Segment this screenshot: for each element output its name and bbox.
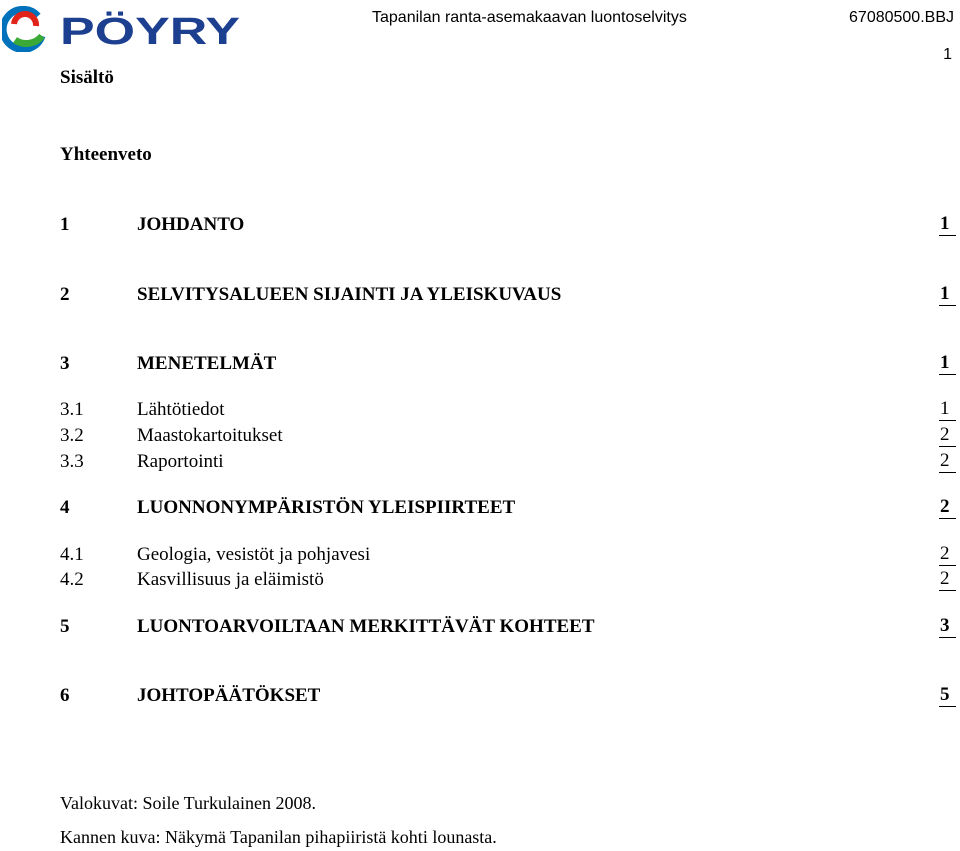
toc-entry[interactable] (60, 352, 956, 376)
toc-entry-number: 2 (60, 284, 70, 305)
toc-entry-title: Raportointi (137, 451, 224, 472)
toc-entry[interactable] (60, 450, 956, 474)
toc-entry-title: JOHDANTO (137, 214, 245, 235)
toc-entry-page-link[interactable]: 2 (939, 496, 956, 519)
toc-entry-page-link[interactable]: 2 (939, 424, 956, 447)
toc-entry[interactable] (60, 684, 956, 708)
toc-entry-title: Lähtötiedot (137, 399, 225, 420)
toc-entry-page-link[interactable]: 2 (939, 543, 956, 566)
toc-entry[interactable] (60, 568, 956, 592)
toc-entry-number: 4.1 (60, 544, 84, 565)
summary-heading: Yhteenveto (60, 144, 152, 165)
logo-brand-text: PÖYRY (60, 11, 192, 52)
toc-entry-title: Geologia, vesistöt ja pohjavesi (137, 544, 371, 565)
poyry-logo (2, 6, 242, 52)
toc-entry-title: SELVITYSALUEEN SIJAINTI JA YLEISKUVAUS (137, 284, 562, 305)
toc-entry-page-link[interactable]: 5 (939, 684, 956, 707)
toc-entry[interactable] (60, 615, 956, 639)
toc-entry-title: LUONNONYMPÄRISTÖN YLEISPIIRTEET (137, 497, 516, 518)
toc-entry-page-link[interactable]: 2 (939, 568, 956, 591)
toc-entry-page-link[interactable]: 1 (939, 352, 956, 375)
toc-entry[interactable] (60, 283, 956, 307)
toc-entry-page-link[interactable]: 2 (939, 450, 956, 473)
toc-entry-title: Maastokartoitukset (137, 425, 283, 446)
document-title: Tapanilan ranta-asemakaavan luontoselvitys (372, 9, 687, 26)
document-code: 67080500.BBJ (849, 9, 954, 26)
toc-entry[interactable] (60, 398, 956, 422)
toc-entry[interactable] (60, 496, 956, 520)
toc-entry-title: MENETELMÄT (137, 353, 277, 374)
toc-entry-page-link[interactable]: 1 (939, 398, 956, 421)
toc-entry-number: 5 (60, 616, 70, 637)
toc-entry-number: 4.2 (60, 569, 84, 590)
toc-entry[interactable] (60, 543, 956, 567)
toc-entry-number: 3.3 (60, 451, 84, 472)
toc-entry-title: LUONTOARVOILTAAN MERKITTÄVÄT KOHTEET (137, 616, 595, 637)
toc-entry-page-link[interactable]: 3 (939, 615, 956, 638)
toc-entry-page-link[interactable]: 1 (939, 213, 956, 236)
toc-entry-number: 1 (60, 214, 70, 235)
toc-entry-page-link[interactable]: 1 (939, 283, 956, 306)
toc-entry-number: 3.2 (60, 425, 84, 446)
toc-entry[interactable] (60, 213, 956, 237)
photo-credit: Valokuvat: Soile Turkulainen 2008. (60, 793, 316, 813)
page-number: 1 (943, 46, 952, 63)
toc-entry-number: 3 (60, 353, 70, 374)
toc-entry-number: 4 (60, 497, 70, 518)
toc-entry-title: Kasvillisuus ja eläimistö (137, 569, 324, 590)
contents-heading: Sisältö (60, 67, 114, 88)
cover-caption: Kannen kuva: Näkymä Tapanilan pihapiiristä kohti lounasta. (60, 827, 497, 847)
toc-entry-number: 6 (60, 685, 70, 706)
toc-entry-title: JOHTOPÄÄTÖKSET (137, 685, 321, 706)
toc-entry[interactable] (60, 424, 956, 448)
toc-entry-number: 3.1 (60, 399, 84, 420)
logo-emblem-icon (3, 9, 42, 49)
